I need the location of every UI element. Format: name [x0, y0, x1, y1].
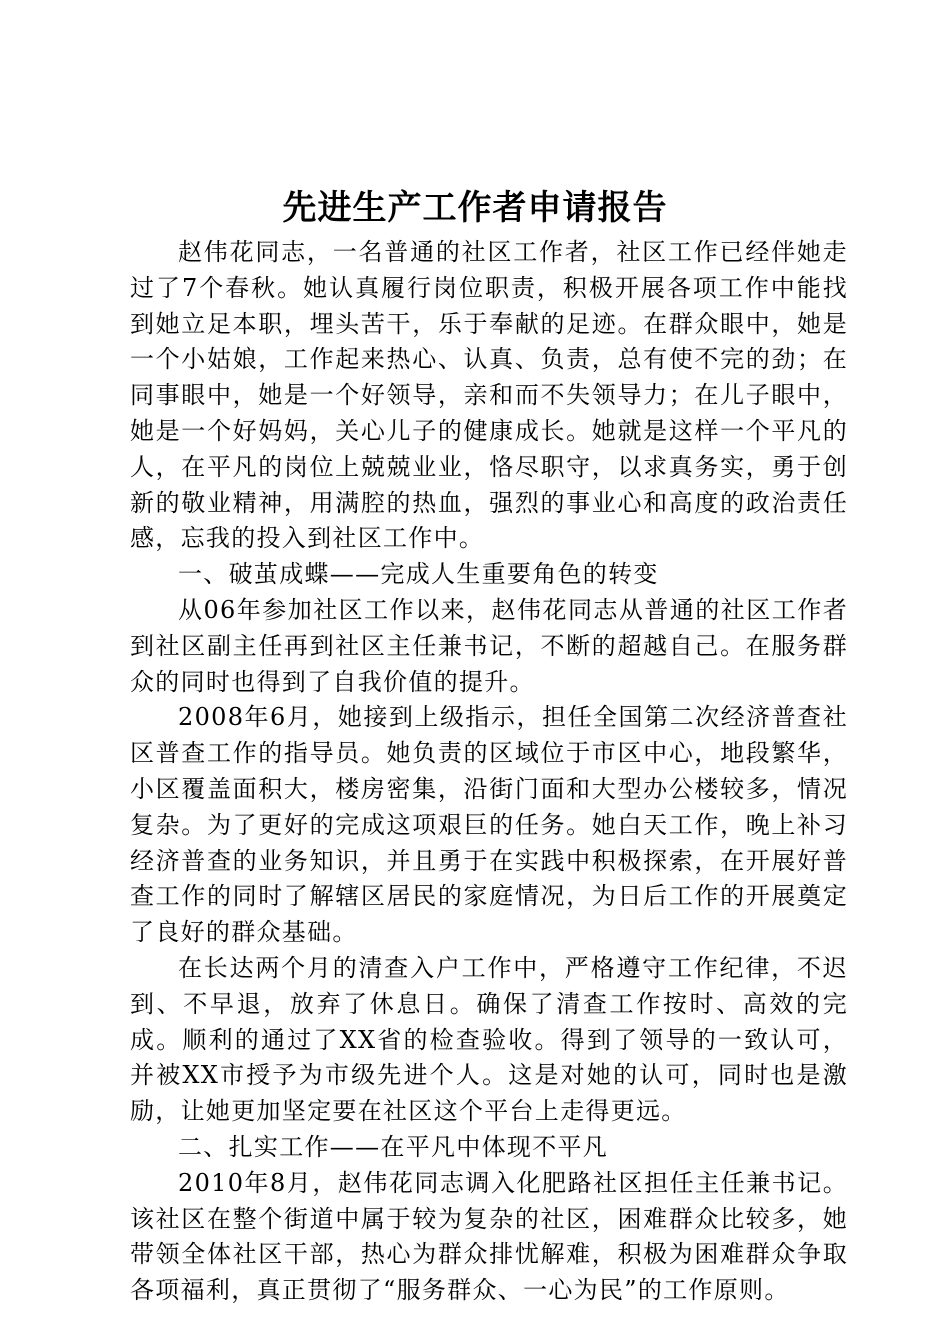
document-body	[130, 235, 848, 1309]
section-heading-1: 一、破茧成蝶——完成人生重要角色的转变	[178, 560, 659, 589]
paragraph-career: 从06年参加社区工作以来，赵伟花同志从普通的社区工作者到社区副主任再到社区主任兼书记，不断的超越自己。在服务群众的同时也得到了自我价值的提升。	[130, 595, 848, 696]
paragraph-intro: 赵伟花同志，一名普通的社区工作者，社区工作已经伴她走过了7个春秋。她认真履行岗位职责，积极开展各项工作中能找到她立足本职，埋头苦干，乐于奉献的足迹。在群众眼中，她是一个小姑娘，工作起来热心、认真、负责，总有使不完的劲；在同事眼中，她是一个好领导，亲和而不失领导力；在儿子眼中，她是一个好妈妈，关心儿子的健康成长。她就是这样一个平凡的人，在平凡的岗位上兢兢业业，恪尽职守，以求真务实，勇于创新的敬业精神，用满腔的热血，强烈的事业心和高度的政治责任感，忘我的投入到社区工作中。	[130, 238, 848, 553]
paragraph-census-result: 在长达两个月的清查入户工作中，严格遵守工作纪律，不迟到、不早退，放弃了休息日。确保了清查工作按时、高效的完成。顺利的通过了XX省的检查验收。得到了领导的一致认可，并被XX市授予为市级先进个人。这是对她的认可，同时也是激励，让她更加坚定要在社区这个平台上走得更远。	[130, 953, 848, 1126]
paragraph-census-2008: 2008年6月，她接到上级指示，担任全国第二次经济普查社区普查工作的指导员。她负责的区域位于市区中心，地段繁华，小区覆盖面积大，楼房密集，沿街门面和大型办公楼较多，情况复杂。为了更好的完成这项艰巨的任务。她白天工作，晚上补习经济普查的业务知识，并且勇于在实践中积极探索，在开展好普查工作的同时了解辖区居民的家庭情况，为日后工作的开展奠定了良好的群众基础。	[130, 703, 848, 947]
section-heading-2: 二、扎实工作——在平凡中体现不平凡	[178, 1132, 609, 1161]
document-title: 先进生产工作者申请报告	[282, 188, 668, 228]
paragraph-2010: 2010年8月，赵伟花同志调入化肥路社区担任主任兼书记。该社区在整个街道中属于较为复杂的社区，困难群众比较多，她带领全体社区干部，热心为群众排忧解难，积极为困难群众争取各项福利，真正贯彻了“服务群众、一心为民”的工作原则。	[130, 1168, 848, 1305]
